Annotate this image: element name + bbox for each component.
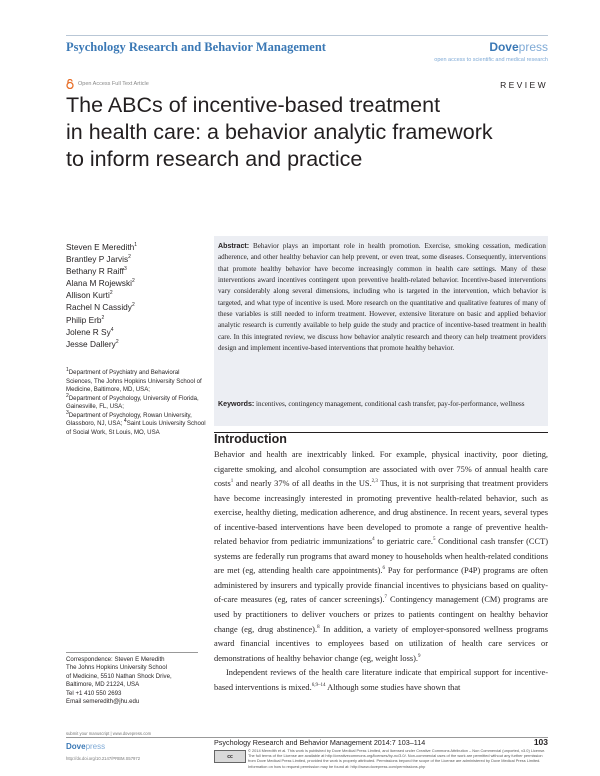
creative-commons-icon[interactable]: cc	[214, 750, 246, 763]
body-paragraph: Behavior and health are inextricably linked. For example, physical inactivity, poor dieting, cigarette smoking, and alcohol consumption are associated with over 75% of annual health care costs$^1$ and nearly 37% of all deaths in the US.$^{2,3}$ Thus, it is not surprising that treatment providers have become increasingly interested in promoting preventive health-related behavior, such as exercise, healthy dieting, medication adherence, and drug abstinence. In recent years, several types of incentive-based interventions have been developed to promote a range of preventive health-related behavior from pediatric immunizations$^4$ to geriatric care.$^5$ Conditional cash transfer (CCT) systems are federally run programs that award money to households when health-related conditions are met (eg, attending health care appointments).$^6$ Pay for performance (P4P) programs are often administered by insurers and typically provide financial incentives to physicians based on quality-of-care measures (eg, rates of cancer screenings).$^7$ Contingency management (CM) programs are used by practitioners to deliver vouchers or prizes to patients contingent on healthy behavior change (eg, drug abstinence).$^8$ In addition, a variety of employer-sponsored wellness programs award financial incentives to employees based on utilization of health care services or demonstrations of healthy behavior change (eg, weight loss).$^9$	[214, 450, 548, 663]
affiliation: $^2$Department of Psychology, University of Florida, Gainesville, FL, USA;	[66, 392, 199, 410]
submit-manuscript-link[interactable]: submit your manuscript | www.dovepress.com	[66, 731, 152, 736]
author: Steven E Meredith$^1$	[66, 242, 138, 252]
author: Jesse Dallery$^2$	[66, 338, 119, 349]
author-list	[66, 241, 137, 350]
header-rule	[66, 35, 548, 36]
correspondence-line: Baltimore, MD 21224, USA	[66, 681, 140, 689]
author: Rachel N Cassidy$^2$	[66, 302, 135, 313]
doi-link[interactable]: http://dx.doi.org/10.2147/PRBM.S57972	[66, 756, 141, 761]
journal-citation: Psychology Research and Behavior Management 2014:7 103–114	[214, 738, 426, 747]
affiliations	[66, 366, 206, 437]
keywords-label: Keywords:	[218, 400, 255, 408]
author: Jolene R Sy$^4$	[66, 326, 114, 337]
introduction-body	[214, 448, 548, 695]
dovepress-logo[interactable]	[489, 40, 548, 54]
dovepress-tagline: open access to scientific and medical research	[434, 57, 548, 63]
author: Allison Kurti$^2$	[66, 290, 113, 301]
correspondence-email[interactable]: Email semeredith@jhu.edu	[66, 698, 140, 706]
open-access-label: Open Access Full Text Article	[78, 81, 149, 87]
keywords-text: incentives, contingency management, conditional cash transfer, pay-for-performance, wellness	[256, 400, 525, 408]
open-access-lock-icon	[66, 79, 74, 89]
title-line: The ABCs of incentive-based treatment	[66, 93, 441, 117]
abstract	[218, 241, 546, 354]
page-number: 103	[533, 737, 548, 747]
title-line: to inform research and practice	[66, 147, 363, 171]
correspondence	[66, 656, 211, 706]
brand-bold: Dove	[489, 40, 519, 54]
abstract-label: Abstract:	[218, 242, 250, 250]
footer-dovepress-logo[interactable]: Dovepress	[66, 742, 106, 751]
affiliation: $^3$Department of Psychology, Rowan University, Glassboro, NJ, USA; $^4$Saint Louis University School of Social Work, St Louis, MO, USA	[66, 409, 206, 436]
brand-light: press	[518, 40, 548, 54]
article-title	[66, 92, 536, 173]
correspondence-line: Tel +1 410 550 2693	[66, 689, 122, 697]
open-access-row	[66, 79, 149, 89]
correspondence-line: The Johns Hopkins University School	[66, 664, 167, 672]
article-type: REVIEW	[500, 80, 548, 90]
abstract-text: Behavior plays an important role in health promotion. Exercise, smoking cessation, medication adherence, and other healthy behavior can help prevent, or even treat, some diseases. Consequently, interventions that promote healthy behavior have become increasingly common in health care settings. Many of these interventions award incentives contingent upon preventive health-related behavior. Incentive-based interventions vary considerably along several dimensions, including who is targeted in the intervention, which behavior is targeted, and what type of incentive is used. More research on the quantitative and qualitative features of many of these variables is still needed to inform treatment. However, extensive literature on basic and applied behavior analytic research is currently available to help guide the study and practice of incentive-based treatment in health care. In this integrated review, we discuss how behavior analytic research and theory can help treatment providers design and implement incentive-based interventions that promote healthy behavior.	[218, 242, 546, 353]
body-paragraph: Independent reviews of the health care literature indicate that empirical support for incentive-based interventions is mixed.$^{6,9-14}$ Although some studies have shown that	[214, 668, 548, 692]
keywords	[218, 399, 546, 410]
correspondence-line: of Medicine, 5510 Nathan Shock Drive,	[66, 672, 172, 680]
author: Philip Erb$^2$	[66, 314, 105, 325]
correspondence-rule	[66, 652, 198, 653]
author: Bethany R Raiff$^3$	[66, 266, 127, 277]
affiliation: $^1$Department of Psychiatry and Behavioral Sciences, The Johns Hopkins University School of Medicine, Baltimore, MD, USA;	[66, 366, 202, 393]
author: Alana M Rojewski$^2$	[66, 278, 135, 289]
author: Brantley P Jarvis$^2$	[66, 254, 131, 265]
correspondence-line: Correspondence: Steven E Meredith	[66, 656, 165, 663]
license-text: © 2014 Meredith et al. This work is published by Dove Medical Press Limited, and licensed under Creative Commons Attribution – Non Commercial (unported, v3.0) License. The full terms of the License are available at http://creativecommons.org/licenses/by-nc/3.0/. Non-commercial uses of the work are permitted without any further permission from Dove Medical Press Limited, provided the work is properly attributed. Permissions beyond the scope of the License are administered by Dove Medical Press Limited. Information on how to request permission may be found at: http://www.dovepress.com/permissions.php	[248, 748, 546, 769]
title-line: in health care: a behavior analytic framework	[66, 120, 493, 144]
journal-title[interactable]: Psychology Research and Behavior Management	[66, 40, 326, 54]
introduction-heading: Introduction	[214, 432, 287, 446]
